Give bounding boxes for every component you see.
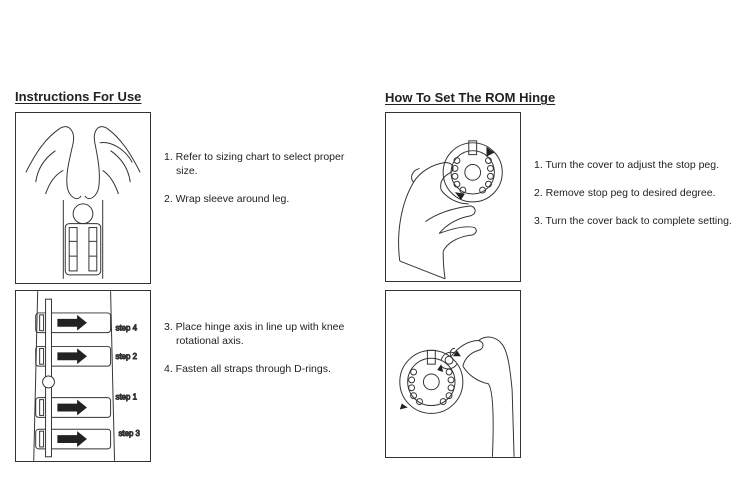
step2-line: 2. Wrap sleeve around leg.	[164, 193, 290, 205]
step4-line: 4. Fasten all straps through D-rings.	[164, 363, 331, 375]
rom-step-2: 2. Remove stop peg to desired degree.	[534, 187, 716, 199]
step3-line-b: rotational axis.	[176, 335, 244, 347]
rom-step-1: 1. Turn the cover to adjust the stop peg.	[534, 159, 720, 171]
step1-line-a: 1. Refer to sizing chart to select proper	[164, 151, 345, 163]
arrow-icon	[57, 348, 87, 364]
illustration-remove-peg	[385, 290, 521, 458]
strap-label-step3: step 3	[118, 429, 140, 439]
rom-hinge-heading: How To Set The ROM Hinge	[385, 90, 556, 105]
arrow-icon	[57, 315, 87, 331]
strap-label-step2: step 2	[115, 352, 137, 362]
illustration-hold-hinge	[385, 112, 521, 282]
rom-steps-block	[534, 158, 732, 228]
rom-step-3: 3. Turn the cover back to complete setting.	[534, 215, 732, 227]
strap-label-step4: step 4	[115, 323, 137, 333]
illustration-wrap-sleeve	[15, 112, 151, 284]
step1-line-b: size.	[176, 165, 198, 177]
instructions-block-1	[164, 150, 344, 206]
strap-label-step1: step 1	[115, 392, 137, 402]
arrow-icon	[57, 400, 87, 416]
illustration-strap-leg	[15, 290, 151, 462]
instructions-block-2	[164, 320, 344, 376]
arrow-icon	[57, 431, 87, 447]
step3-line-a: 3. Place hinge axis in line up with knee	[164, 321, 345, 333]
instructions-heading: Instructions For Use	[15, 89, 142, 104]
